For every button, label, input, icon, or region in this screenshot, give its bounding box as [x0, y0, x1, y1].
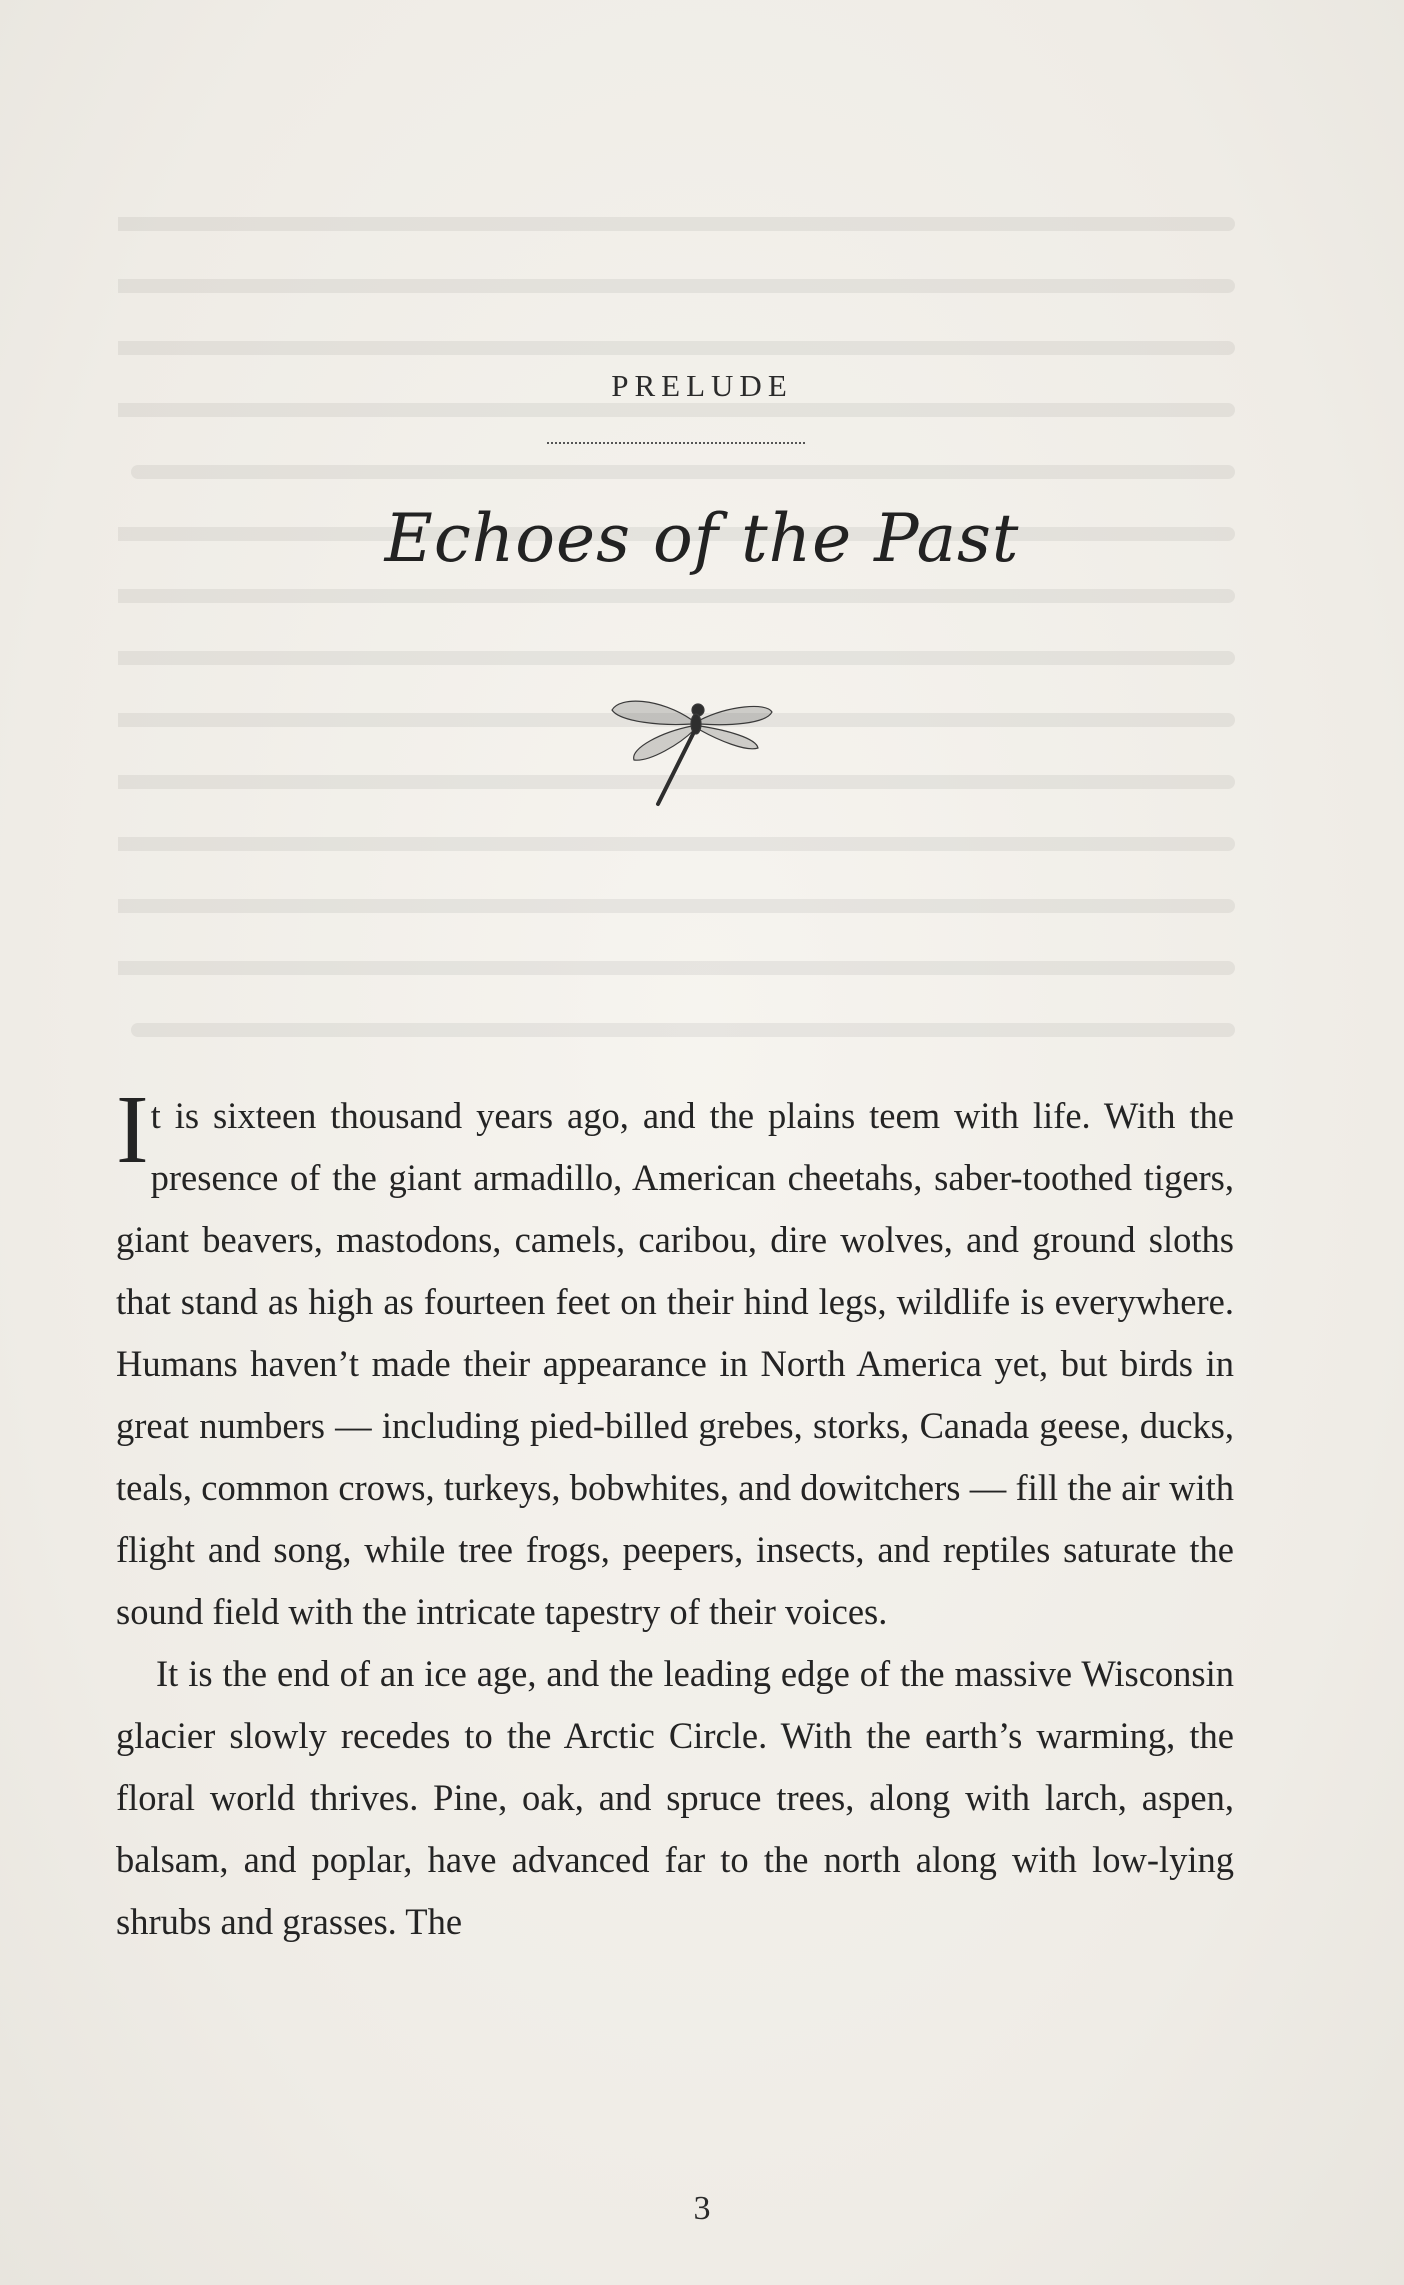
chapter-title: Echoes of the Past	[384, 500, 1020, 577]
page-number: 3	[693, 2190, 711, 2227]
drop-cap: I	[116, 1076, 149, 1184]
chapter-divider	[547, 442, 805, 444]
paragraph-1	[116, 1076, 1234, 1643]
body-text	[116, 1076, 1234, 1953]
paragraph-2: It is the end of an ice age, and the leading edge of the massive Wisconsin glacier slowly recedes to the Arctic Circle. With the earth’s warming, the floral world thrives. Pine, oak, and spruce trees, along with larch, aspen, balsam, and poplar, have advanced far to the north along with low-lying shrubs and grasses. The	[116, 1653, 1234, 1942]
chapter-label: PRELUDE	[611, 368, 793, 403]
paragraph-1-text: t is sixteen thousand years ago, and the plains teem with life. With the presence of the giant armadillo, American cheetahs, saber-toothed tigers, giant beavers, mastodons, camels, caribou, dire wolves, and ground sloths that stand as high as fourteen feet on their hind legs, wildlife is everywhere. Humans haven’t made their appearance in North America yet, but birds in great numbers — including pied-billed grebes, storks, Canada geese, ducks, teals, common crows, turkeys, bobwhites, and dowitchers — fill the air with flight and song, while tree frogs, peepers, insects, and reptiles saturate the sound field with the intricate tapestry of their voices.	[116, 1095, 1234, 1632]
dragonfly-icon	[600, 668, 780, 808]
